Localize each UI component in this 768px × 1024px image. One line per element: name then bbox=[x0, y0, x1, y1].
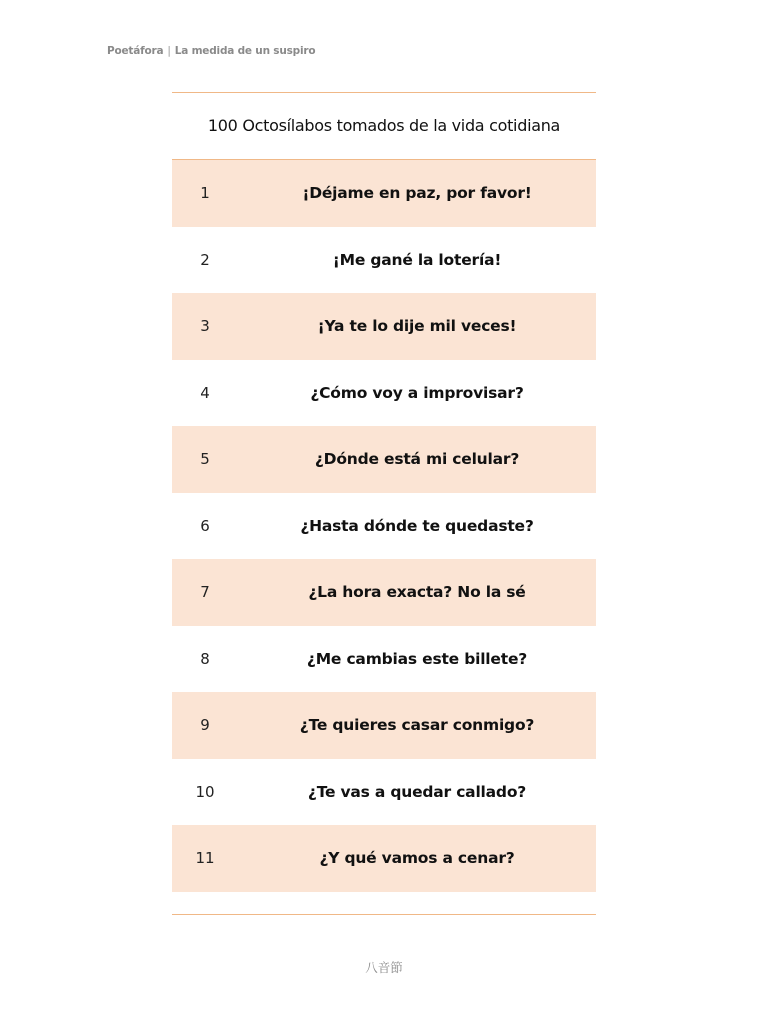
table-bottom-space bbox=[172, 892, 596, 914]
table-row bbox=[172, 626, 596, 693]
table-caption: 100 Octosílabos tomados de la vida cotidiana bbox=[207, 116, 561, 135]
row-phrase: ¿Hasta dónde te quedaste? bbox=[300, 516, 534, 535]
header-subtitle: La medida de un suspiro bbox=[174, 45, 316, 57]
table-row bbox=[172, 759, 596, 826]
octosyllable-table bbox=[172, 92, 596, 915]
row-phrase: ¿Cómo voy a improvisar? bbox=[310, 383, 524, 402]
row-phrase: ¡Me gané la lotería! bbox=[332, 250, 502, 269]
running-header bbox=[107, 45, 315, 57]
row-number: 1 bbox=[200, 184, 210, 203]
row-phrase: ¿Me cambias este billete? bbox=[306, 649, 528, 668]
site-name: Poetáfora bbox=[107, 45, 164, 57]
row-phrase: ¿Te quieres casar conmigo? bbox=[299, 716, 535, 735]
table-row bbox=[172, 559, 596, 626]
table-row bbox=[172, 493, 596, 560]
row-phrase: ¿La hora exacta? No la sé bbox=[308, 583, 526, 602]
row-phrase: ¡Ya te lo dije mil veces! bbox=[317, 317, 517, 336]
row-number: 9 bbox=[200, 716, 210, 735]
row-number: 8 bbox=[200, 649, 210, 668]
row-number: 4 bbox=[200, 383, 210, 402]
table-row bbox=[172, 426, 596, 493]
row-phrase: ¿Dónde está mi celular? bbox=[314, 450, 520, 469]
table-row bbox=[172, 825, 596, 892]
table-body bbox=[172, 160, 596, 892]
table-row bbox=[172, 360, 596, 427]
row-number: 7 bbox=[200, 583, 210, 602]
row-phrase: ¿Y qué vamos a cenar? bbox=[319, 849, 515, 868]
row-number: 11 bbox=[195, 849, 215, 868]
row-phrase: ¡Déjame en paz, por favor! bbox=[302, 184, 532, 203]
row-number: 10 bbox=[195, 782, 215, 801]
row-number: 6 bbox=[200, 516, 210, 535]
row-number: 5 bbox=[200, 450, 210, 469]
page-footer: 八音節 bbox=[365, 960, 403, 975]
header-separator: | bbox=[167, 45, 171, 57]
table-row bbox=[172, 293, 596, 360]
table-bottom-rule bbox=[172, 914, 596, 915]
table-row bbox=[172, 227, 596, 294]
table-row bbox=[172, 160, 596, 227]
row-number: 2 bbox=[200, 250, 210, 269]
row-phrase: ¿Te vas a quedar callado? bbox=[307, 782, 527, 801]
table-row bbox=[172, 692, 596, 759]
row-number: 3 bbox=[200, 317, 210, 336]
